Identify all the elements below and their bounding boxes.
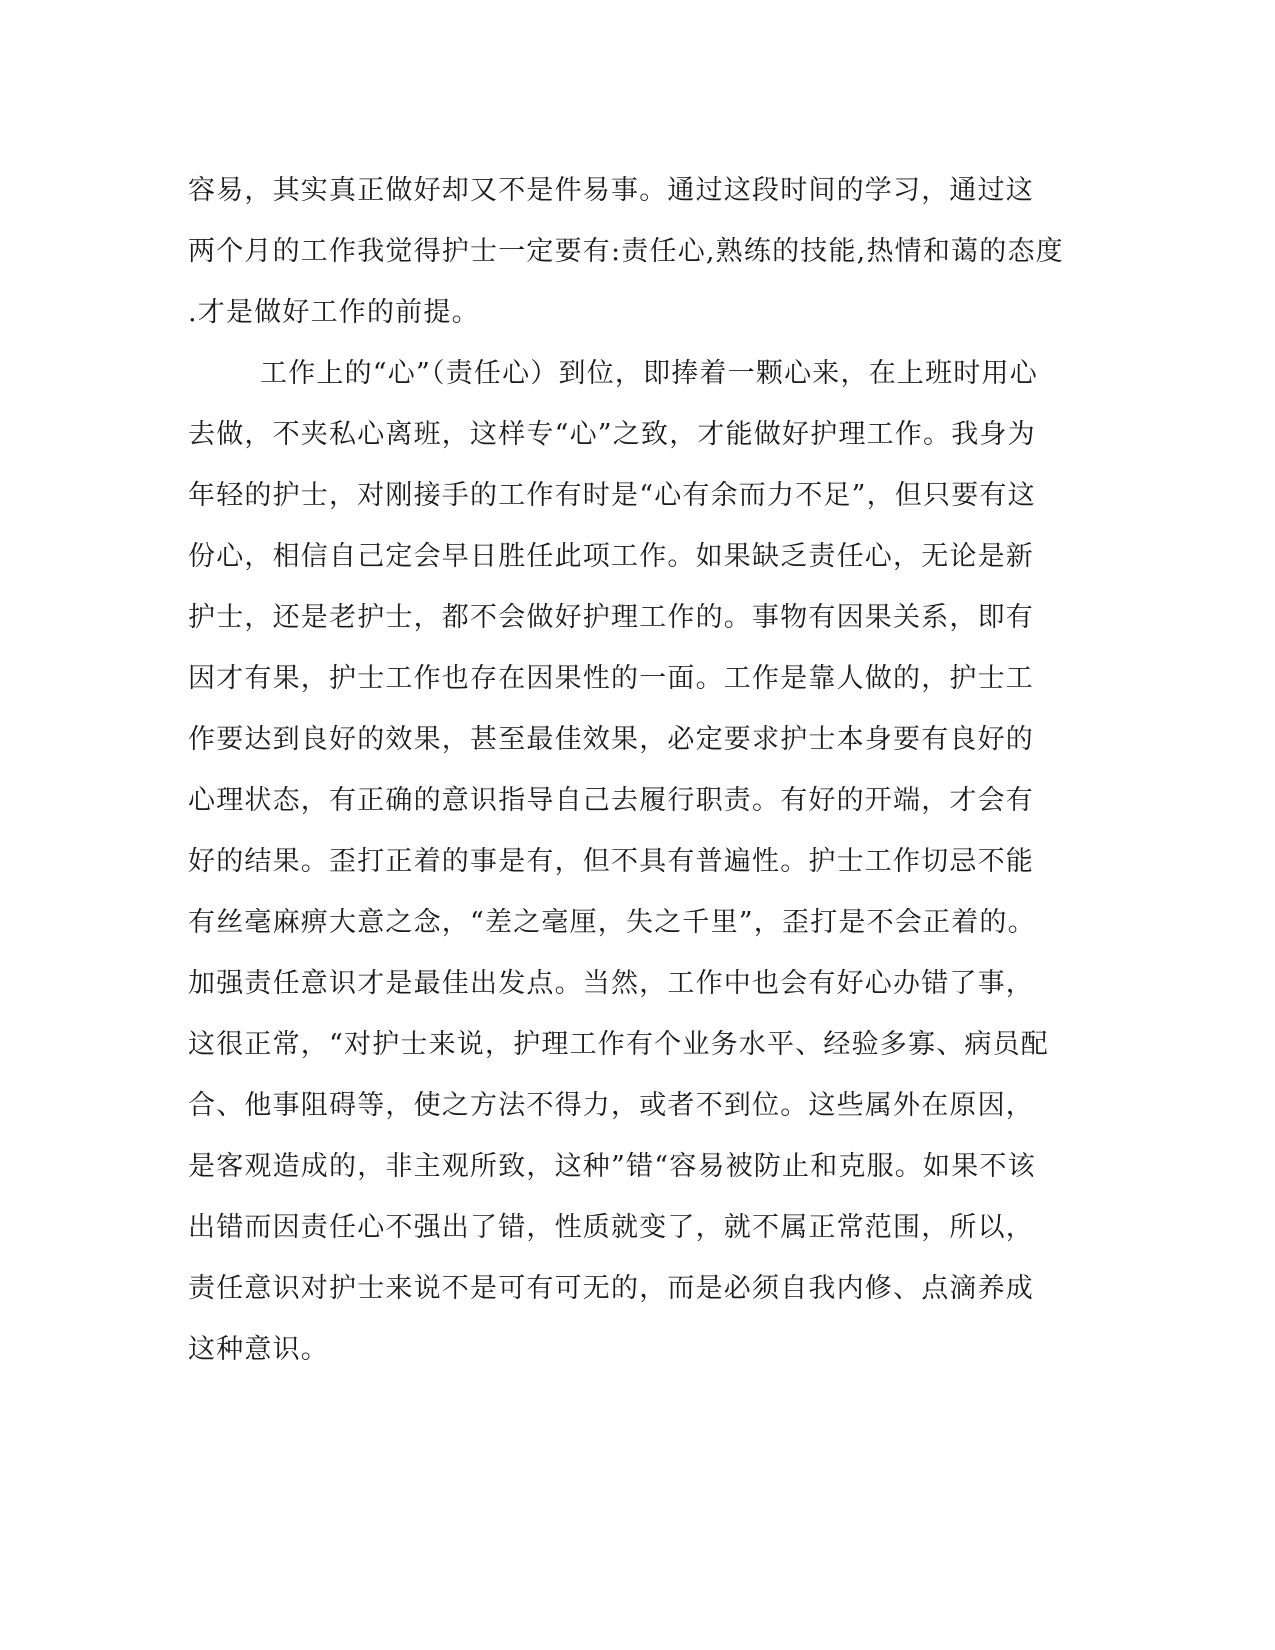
text-line: 容易，其实真正做好却又不是件易事。通过这段时间的学习，通过这	[188, 175, 1034, 206]
text-line: 护士，还是老护士，都不会做好护理工作的。事物有因果关系，即有	[188, 602, 1034, 633]
text-line: .才是做好工作的前提。	[188, 297, 480, 328]
text-line: 出错而因责任心不强出了错，性质就变了，就不属正常范围，所以，	[188, 1212, 1034, 1243]
text-line: 加强责任意识才是最佳出发点。当然，工作中也会有好心办错了事，	[188, 968, 1034, 999]
text-line: 好的结果。歪打正着的事是有，但不具有普遍性。护士工作切忌不能	[188, 846, 1034, 877]
text-line: 份心，相信自己定会早日胜任此项工作。如果缺乏责任心，无论是新	[188, 541, 1034, 572]
text-line: 去做，不夹私心离班，这样专“心”之致，才能做好护理工作。我身为	[188, 419, 1036, 450]
paragraph-2	[188, 343, 1088, 1380]
text-line: 两个月的工作我觉得护士一定要有:责任心,熟练的技能,热情和蔼的态度	[188, 236, 1064, 267]
text-line: 是客观造成的，非主观所致，这种”错“容易被防止和克服。如果不该	[188, 1151, 1036, 1182]
text-line: 作要达到良好的效果，甚至最佳效果，必定要求护士本身要有良好的	[188, 724, 1034, 755]
text-line: 合、他事阻碍等，使之方法不得力，或者不到位。这些属外在原因，	[188, 1090, 1034, 1121]
text-line-first-indented: 工作上的“心”（责任心）到位，即捧着一颗心来，在上班时用心	[260, 358, 1038, 389]
document-body	[188, 160, 1088, 1380]
text-line: 心理状态，有正确的意识指导自己去履行职责。有好的开端，才会有	[188, 785, 1034, 816]
text-line: 年轻的护士，对刚接手的工作有时是“心有余而力不足”，但只要有这	[188, 480, 1036, 511]
text-line: 这种意识。	[188, 1334, 329, 1365]
text-line: 有丝毫麻痹大意之念，“差之毫厘，失之千里”，歪打是不会正着的。	[188, 907, 1036, 938]
paragraph-1	[188, 160, 1088, 343]
text-line: 责任意识对护士来说不是可有可无的，而是必须自我内修、点滴养成	[188, 1273, 1034, 1304]
text-line: 这很正常，“对护士来说，护理工作有个业务水平、经验多寡、病员配	[188, 1029, 1050, 1060]
text-line: 因才有果，护士工作也存在因果性的一面。工作是靠人做的，护士工	[188, 663, 1034, 694]
